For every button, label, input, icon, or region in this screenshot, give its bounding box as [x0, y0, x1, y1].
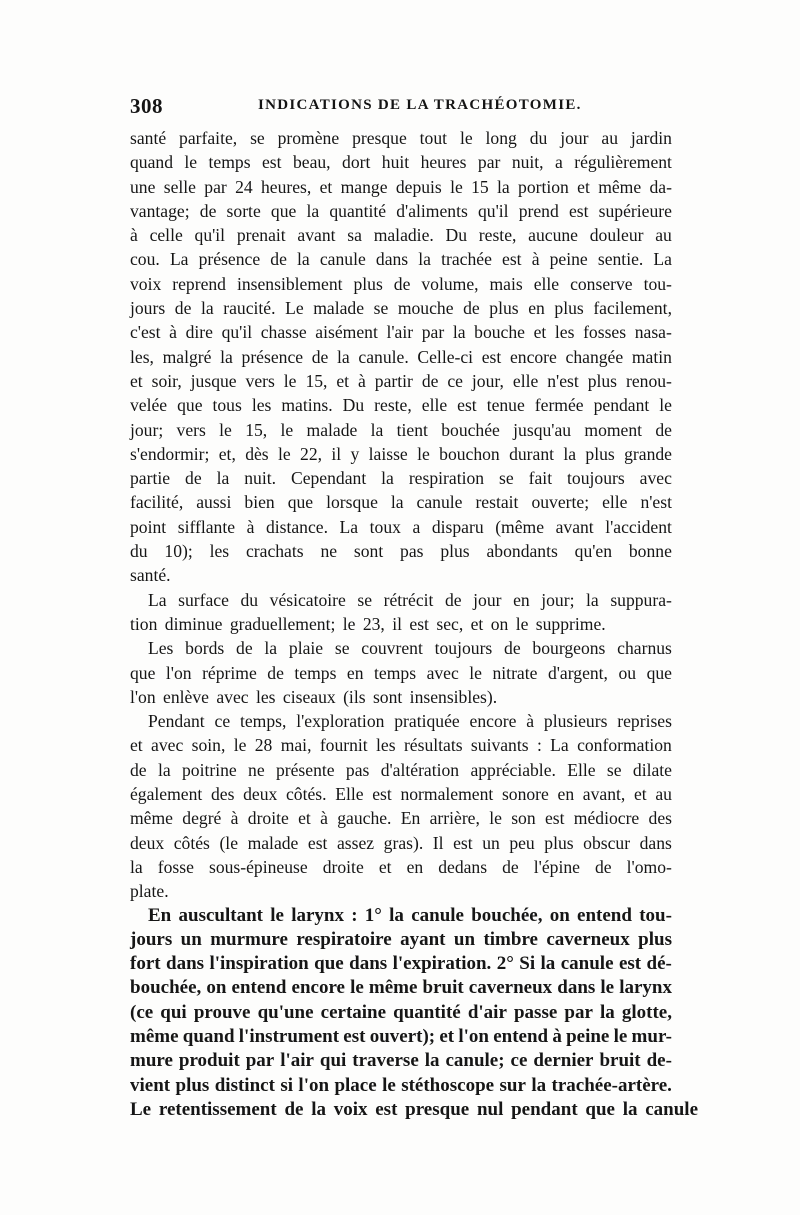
paragraph: [130, 636, 672, 709]
text-line: c'est à dire qu'il chasse aisément l'air par la bouche et les fosses nasa-: [130, 322, 672, 343]
text-line: jours de la raucité. Le malade se mouche de plus en plus facilement,: [130, 298, 672, 319]
paragraph: [130, 709, 672, 903]
text-line: une selle par 24 heures, et mange depuis le 15 la portion et même da-: [130, 176, 672, 197]
text-line: vient plus distinct si l'on place le stéthoscope sur la trachée-artère.: [130, 1074, 672, 1096]
text-line: jour; vers le 15, le malade la tient bouchée jusqu'au moment de: [130, 419, 672, 440]
text-line: cou. La présence de la canule dans la trachée est à peine sentie. La: [130, 249, 672, 270]
text-line: En auscultant le larynx : 1° la canule bouchée, on entend tou-: [148, 904, 672, 926]
text-line: tion diminue graduellement; le 23, il est sec, et on le supprime.: [130, 613, 606, 634]
text-line: s'endormir; et, dès le 22, il y laisse le bouchon durant la plus grande: [130, 443, 672, 464]
text-line: velée que tous les matins. Du reste, elle est tenue fermée pendant le: [130, 395, 672, 416]
paragraph: [130, 904, 699, 1123]
text-line: santé parfaite, se promène presque tout le long du jour au jardin: [130, 128, 672, 148]
text-line: facilité, aussi bien que lorsque la canule restait ouverte; elle n'est: [130, 492, 672, 513]
text-line: plate.: [130, 881, 169, 902]
text-line: et soir, jusque vers le 15, et à partir de ce jour, elle n'est plus renou-: [130, 370, 672, 391]
body-text: [130, 126, 699, 1122]
text-line: voix reprend insensiblement plus de volume, mais elle conserve tou-: [130, 273, 672, 294]
text-line: même quand l'instrument est ouvert); et l'on entend à peine le mur-: [130, 1025, 672, 1047]
text-line: jours un murmure respiratoire ayant un timbre caverneux plus: [130, 928, 672, 950]
text-line: deux côtés (le malade est assez gras). Il est un peu plus obscur dans: [130, 832, 672, 853]
text-line: mure produit par l'air qui traverse la canule; ce dernier bruit de-: [130, 1050, 672, 1072]
text-line: même degré à droite et à gauche. En arrière, le son est médiocre des: [130, 808, 672, 829]
text-line: santé.: [130, 565, 171, 586]
text-line: l'on enlève avec les ciseaux (ils sont insensibles).: [130, 686, 498, 707]
text-line: du 10); les crachats ne sont pas plus abondants qu'en bonne: [130, 541, 672, 562]
text-line: Le retentissement de la voix est presque nul pendant que la canule: [130, 1098, 699, 1120]
page-number: 308: [130, 94, 163, 118]
text-line: bouchée, on entend encore le même bruit caverneux dans le larynx: [130, 977, 672, 999]
text-line: la fosse sous-épineuse droite et en dedans de l'épine de l'omo-: [130, 856, 672, 877]
text-line: (ce qui prouve qu'une certaine quantité d'air passe par la glotte,: [130, 1001, 672, 1023]
text-line: quand le temps est beau, dort huit heures par nuit, a régulièrement: [130, 152, 672, 173]
text-line: La surface du vésicatoire se rétrécit de jour en jour; la suppura-: [148, 589, 672, 610]
text-line: vantage; de sorte que la quantité d'aliments qu'il prend est supérieure: [130, 200, 672, 221]
text-line: point sifflante à distance. La toux a disparu (même avant l'accident: [130, 516, 672, 537]
text-line: et avec soin, le 28 mai, fournit les résultats suivants : La conformation: [130, 735, 672, 756]
running-title: INDICATIONS DE LA TRACHÉOTOMIE.: [258, 97, 582, 113]
paragraph: [130, 126, 672, 588]
text-line: les, malgré la présence de la canule. Celle-ci est encore changée matin: [130, 346, 672, 367]
paragraph: [130, 588, 672, 637]
text-line: Pendant ce temps, l'exploration pratiquée encore à plusieurs reprises: [148, 711, 672, 732]
text-line: de la poitrine ne présente pas d'altération appréciable. Elle se dilate: [130, 759, 672, 780]
text-line: partie de la nuit. Cependant la respiration se fait toujours avec: [130, 468, 672, 489]
page-header: [130, 94, 678, 118]
text-line: également des deux côtés. Elle est normalement sonore en avant, et au: [130, 784, 672, 805]
text-line: à celle qu'il prenait avant sa maladie. Du reste, aucune douleur au: [130, 225, 672, 246]
text-line: fort dans l'inspiration que dans l'expiration. 2° Si la canule est dé-: [130, 953, 672, 975]
text-line: que l'on réprime de temps en temps avec le nitrate d'argent, ou que: [130, 662, 672, 683]
text-line: Les bords de la plaie se couvrent toujours de bourgeons charnus: [148, 638, 672, 659]
